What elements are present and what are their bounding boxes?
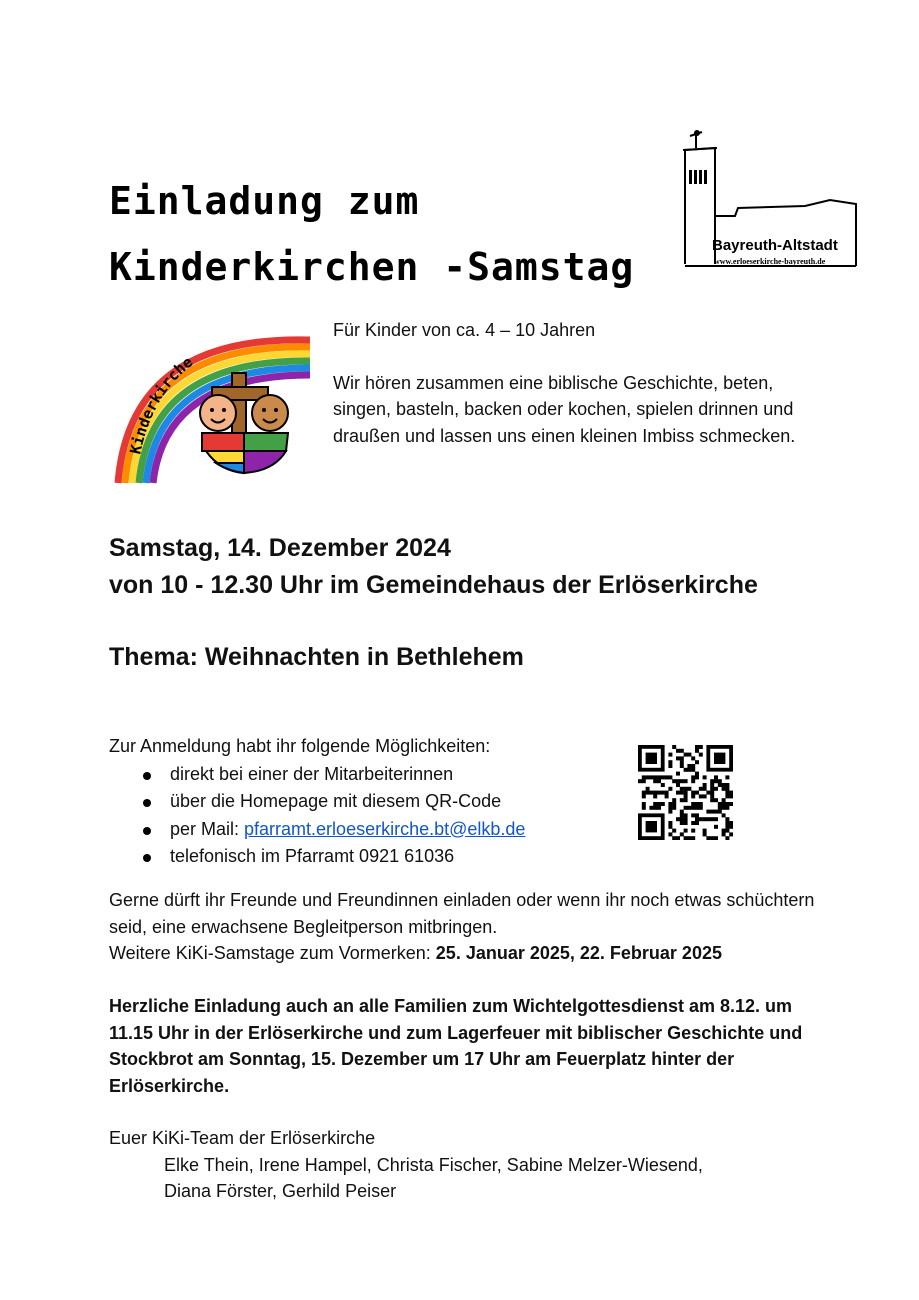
event-time-place: von 10 - 12.30 Uhr im Gemeindehaus der Erlöserkirche [109,571,758,599]
more-dates-line [109,940,829,967]
qr-code-icon[interactable] [638,745,733,840]
bullet-icon [143,799,151,807]
more-dates-label: Weitere KiKi-Samstage zum Vormerken: [109,943,436,963]
activity-description: Wir hören zusammen eine biblische Geschichte, beten, singen, basteln, backen oder kochen, spielen drinnen und draußen und lassen uns einen kleinen Imbiss schmecken. [333,372,796,446]
kinderkirche-logo [110,315,315,495]
event-date: Samstag, 14. Dezember 2024 [109,534,451,562]
church-name: Bayreuth-Altstadt [712,237,838,254]
qr-code-graphic [638,745,733,840]
more-dates: 25. Januar 2025, 22. Februar 2025 [435,943,722,963]
family-invitation: Herzliche Einladung auch an alle Familien zum Wichtelgottesdienst am 8.12. um 11.15 Uhr in der Erlöserkirche und zum Lagerfeuer mit biblischer Geschichte und Stockbrot am Sonntag, 15. Dezember um 17 Uhr am Feuerplatz hinter der Erlöserkirche. [109,996,803,1096]
age-range: Für Kinder von ca. 4 – 10 Jahren [333,320,596,340]
list-item [109,843,629,871]
phone-contact: telefonisch im Pfarramt 0921 61036 [170,846,455,866]
intro-text [333,317,813,449]
bullet-icon [143,827,151,835]
kinderkirche-arc-text: Kinderkirche [126,352,197,456]
email-link[interactable]: pfarramt.erloeserkirche.bt@elkb.de [244,818,526,839]
page-title [109,168,634,300]
friends-text: Gerne dürft ihr Freunde und Freundinnen einladen oder wenn ihr noch etwas schüchtern seid, eine erwachsene Begleitperson mitbringen. [109,890,815,937]
event-theme: Thema: Weihnachten in Bethlehem [109,643,524,671]
list-item: über die Homepage mit diesem QR-Code [109,788,629,816]
bullet-icon [143,854,151,862]
list-item [109,816,629,844]
team-name: Euer KiKi-Team der Erlöserkirche [109,1128,376,1148]
church-logo [680,128,860,273]
mail-label: per Mail: [170,818,245,839]
list-item: direkt bei einer der Mitarbeiterinnen [109,761,629,789]
title-line-2: Kinderkirchen -Samstag [109,245,635,289]
event-date-block [109,530,758,604]
rainbow-cross-children-icon [110,315,315,495]
title-line-1: Einladung zum [109,179,420,223]
registration-heading: Zur Anmeldung habt ihr folgende Möglichkeiten: [109,736,491,756]
registration-options [109,761,629,871]
bullet-icon [143,772,151,780]
friends-paragraph [109,887,829,967]
signature [109,1125,829,1205]
team-members-line-2: Diana Förster, Gerhild Peiser [164,1181,397,1201]
team-members-line-1: Elke Thein, Irene Hampel, Christa Fischer, Sabine Melzer-Wiesend, [164,1154,703,1175]
church-url: www.erloeserkirche-bayreuth.de [714,257,826,266]
registration-section [109,733,629,871]
